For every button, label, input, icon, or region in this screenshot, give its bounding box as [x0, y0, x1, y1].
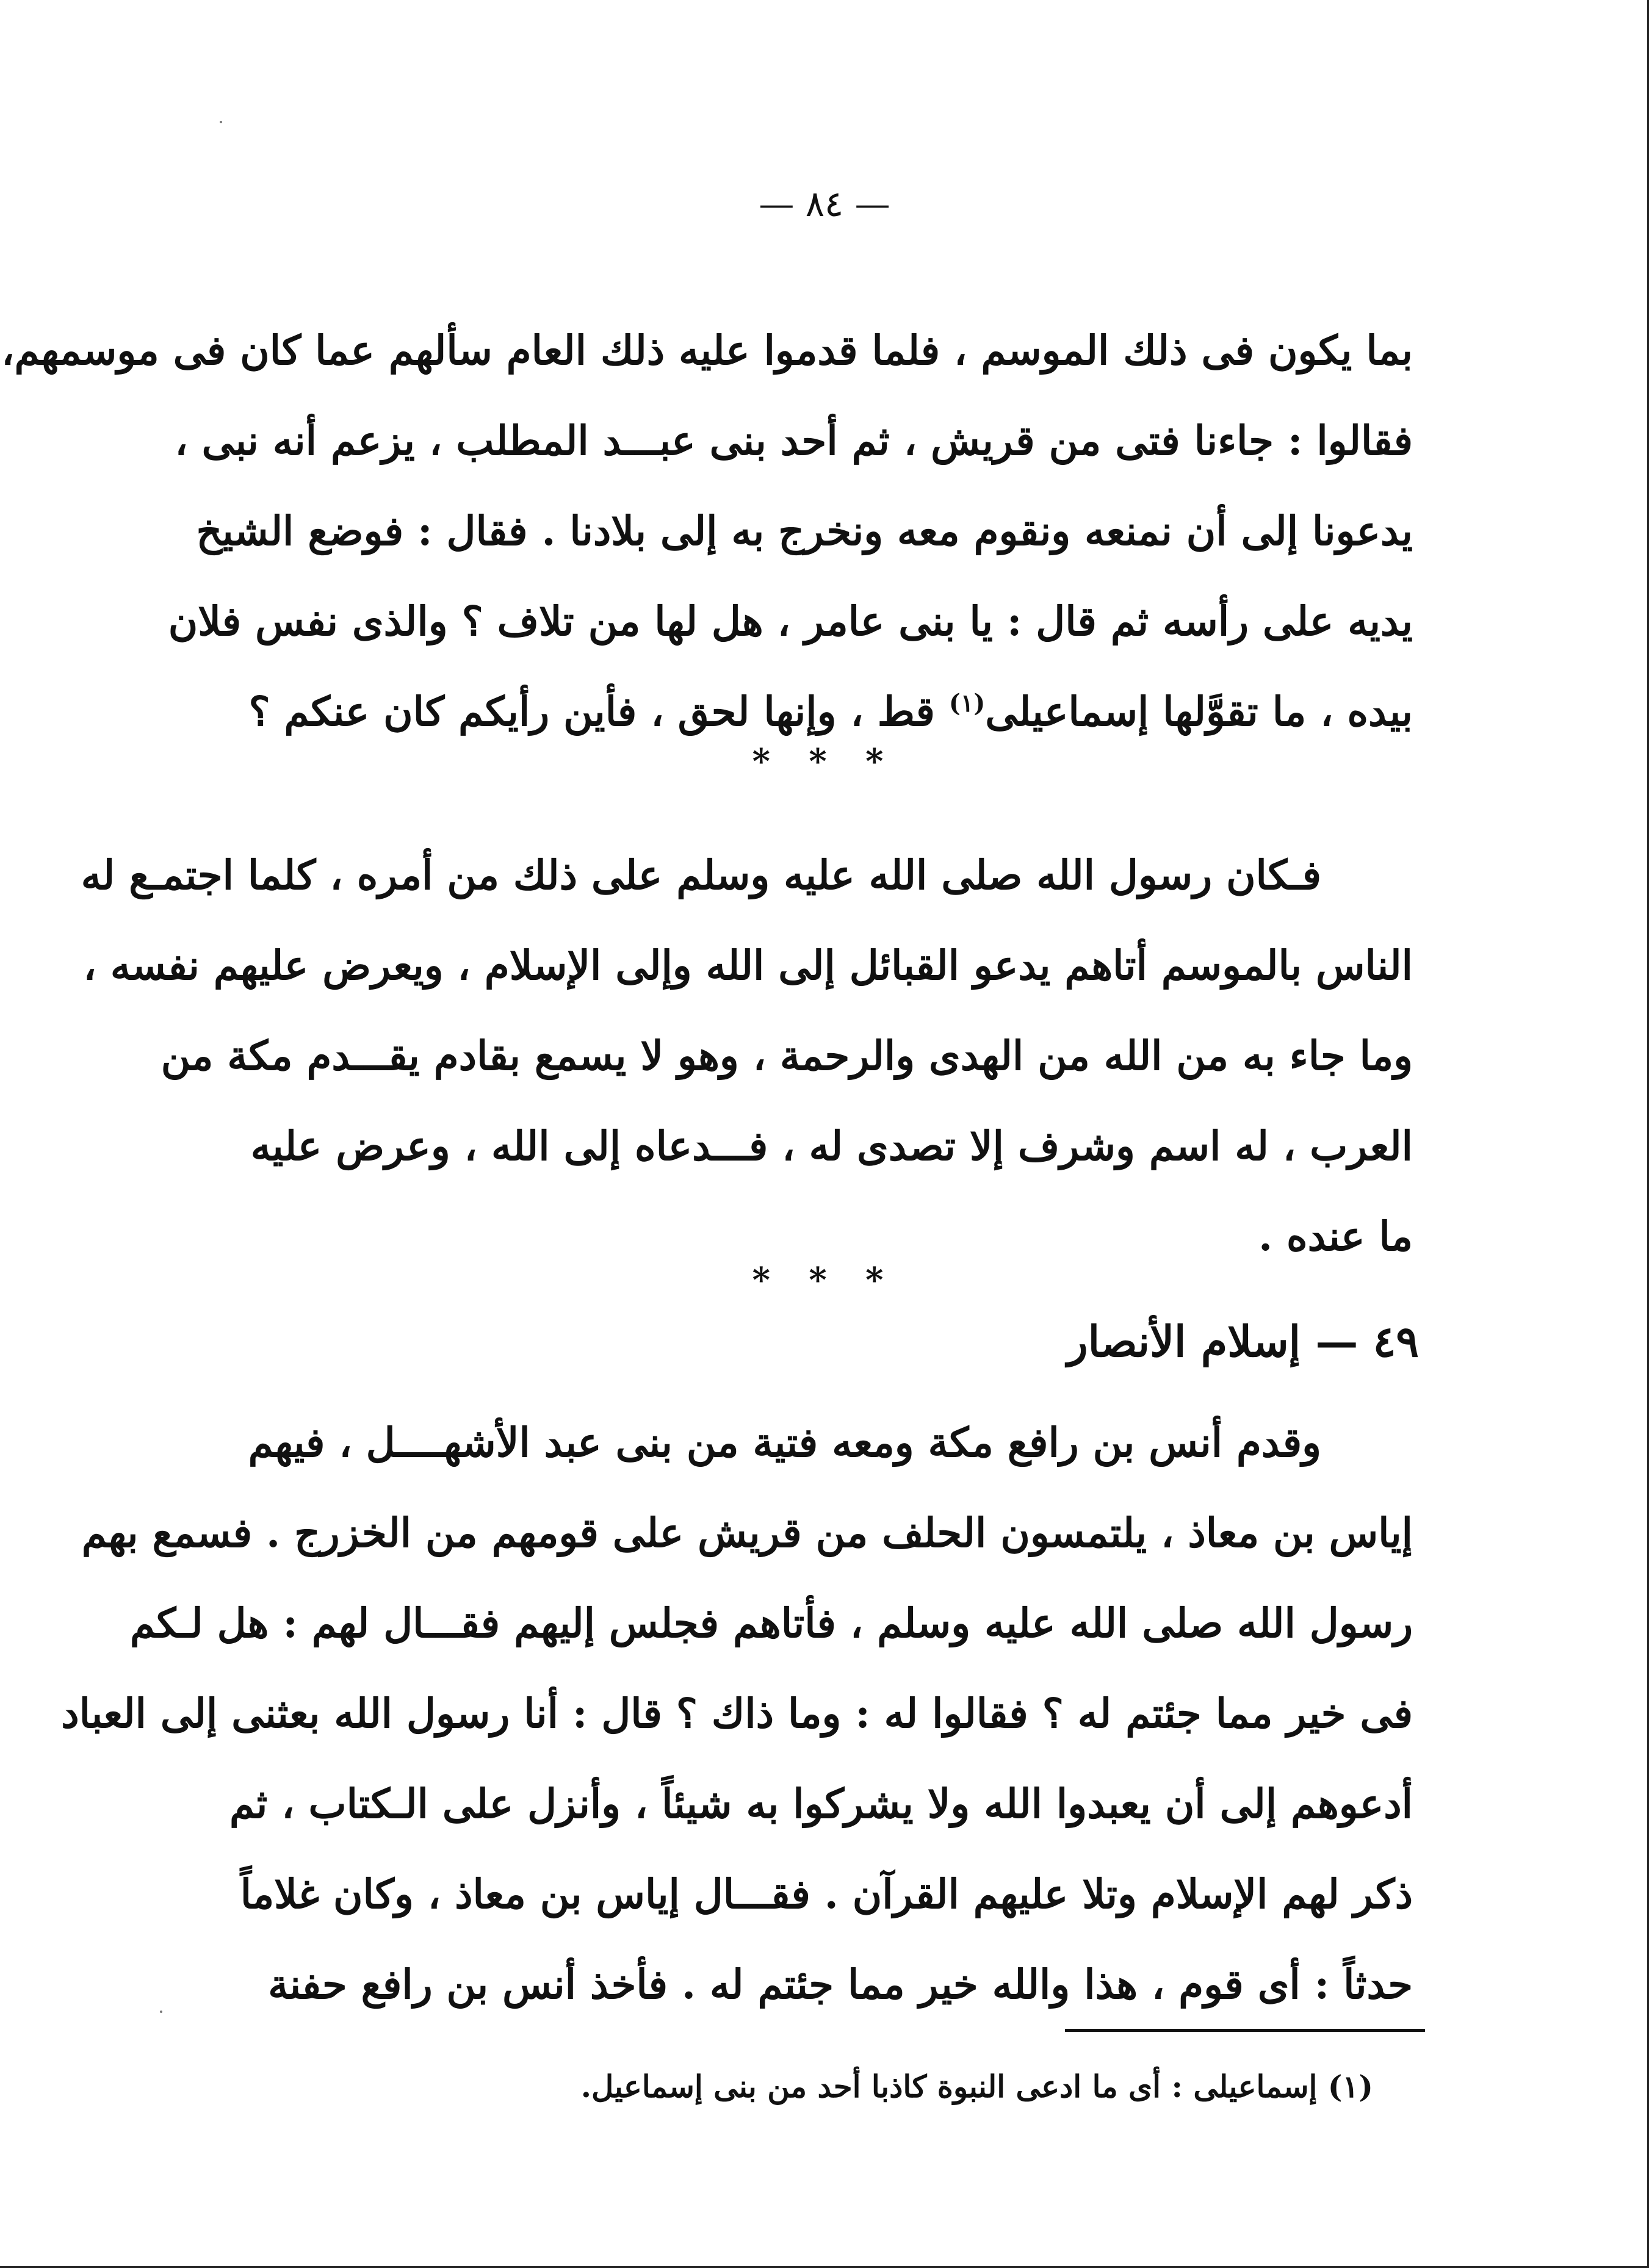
footnote-marker: (١) [948, 689, 986, 718]
paragraph-line: ذكر لهم الإسلام وتلا عليهم القرآن . فقـــال إياس بن معاذ ، وكان غلاماً [240, 1870, 1413, 1918]
footnote-divider [1065, 2029, 1425, 2032]
paragraph-3 [61, 1397, 1413, 2029]
section-divider: * * * [752, 741, 897, 782]
paragraph-line: ما عنده . [1258, 1212, 1413, 1260]
paragraph-line: فى خير مما جئتم له ؟ فقالوا له : وما ذاك ؟ قال : أنا رسول الله بعثنى إلى العباد [61, 1690, 1413, 1737]
paragraph-line: بما يكون فى ذلك الموسم ، فلما قدموا عليه ذلك العام سألهم عما كان فى موسمهم، [1, 326, 1413, 374]
scan-speck [220, 121, 222, 123]
paragraph-line: إياس بن معاذ ، يلتمسون الحلف من قريش على قومهم من الخزرج . فسمع بهم [81, 1509, 1413, 1557]
paragraph-line: وما جاء به من الله من الهدى والرحمة ، وهو لا يسمع بقادم يقـــدم مكة من [161, 1032, 1413, 1079]
section-divider: * * * [752, 1260, 897, 1300]
scan-speck [160, 2011, 162, 2013]
paragraph-line: أدعوهم إلى أن يعبدوا الله ولا يشركوا به شيئاً ، وأنزل على الـكتاب ، ثم [229, 1780, 1413, 1827]
paragraph-line: وقدم أنس بن رافع مكة ومعه فتية من بنى عبد الأشهــــل ، فيهم [248, 1419, 1321, 1466]
paragraph-line: فـكان رسول الله صلى الله عليه وسلم على ذلك من أمره ، كلما اجتمـع له [81, 851, 1321, 899]
paragraph-line-tail: قط ، وإنها لحق ، فأين رأيكم كان عنكم ؟ [248, 688, 949, 735]
paragraph-line-head: بيده ، ما تقوَّلها إسماعيلى [985, 688, 1413, 735]
page-number: — ٨٤ — [759, 183, 890, 225]
paragraph-line: الناس بالموسم أتاهم يدعو القبائل إلى الله وإلى الإسلام ، ويعرض عليهم نفسه ، [83, 941, 1413, 989]
paragraph-line: يديه على رأسه ثم قال : يا بنى عامر ، هل لها من تلاف ؟ والذى نفس فلان [168, 597, 1413, 645]
paragraph-line: حدثاً : أى قوم ، هذا والله خير مما جئتم له . فأخذ أنس بن رافع حفنة [268, 1960, 1413, 2008]
paragraph-line: العرب ، له اسم وشرف إلا تصدى له ، فـــدعاه إلى الله ، وعرض عليه [250, 1122, 1413, 1170]
paragraph-1 [1, 305, 1413, 757]
paragraph-line: فقالوا : جاءنا فتى من قريش ، ثم أحد بنى عبـــد المطلب ، يزعم أنه نبى ، [175, 417, 1413, 464]
paragraph-line: يدعونا إلى أن نمنعه ونقوم معه ونخرج به إلى بلادنا . فقال : فوضع الشيخ [196, 507, 1413, 555]
section-heading: ٤٩ — إسلام الأنصار [1067, 1316, 1419, 1367]
paragraph-2 [81, 830, 1413, 1281]
paragraph-line: رسول الله صلى الله عليه وسلم ، فأتاهم فجلس إليهم فقـــال لهم : هل لـكم [129, 1599, 1413, 1647]
footnote: (١) إسماعيلى : أى ما ادعى النبوة كاذبا أحد من بنى إسماعيل. [580, 2068, 1373, 2104]
